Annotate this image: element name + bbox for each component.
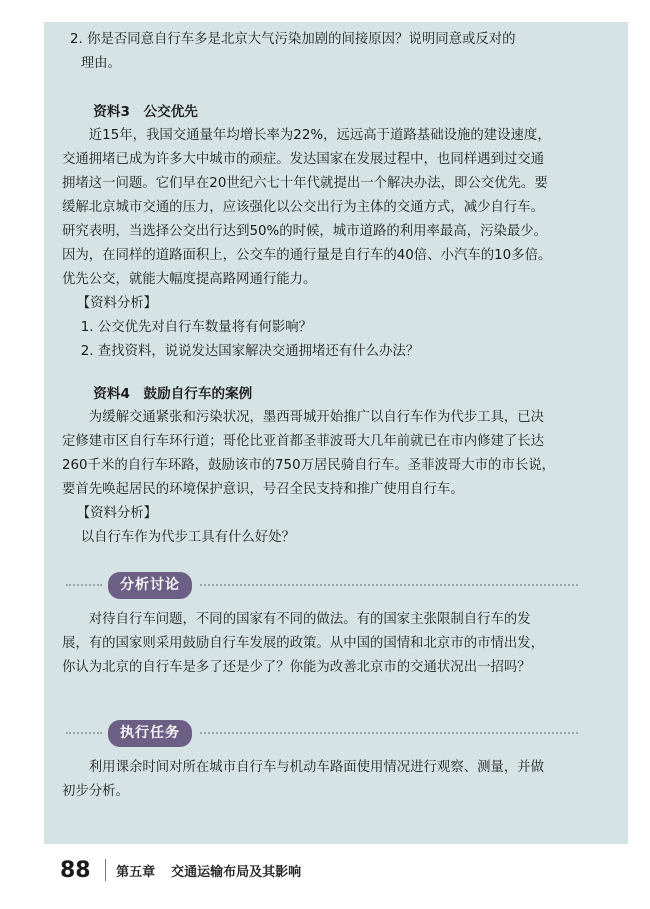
material-3-line: 研究表明，当选择公交出行达到50%的时候，城市道路的利用率最高，污染最少。 [62, 224, 548, 239]
dotted-divider [200, 584, 578, 586]
material-3-line: 优先公交，就能大幅度提高路网通行能力。 [62, 272, 317, 287]
material-3-line: 拥堵这一问题。它们早在20世纪六七十年代就提出一个解决办法，即公交优先。要 [62, 176, 548, 191]
dotted-divider [66, 584, 102, 586]
dotted-divider [200, 732, 578, 734]
material-4-line: 260千米的自行车环路，鼓励该市的750万居民骑自行车。圣菲波哥大市的市长说， [62, 458, 556, 473]
discussion-line: 展，有的国家则采用鼓励自行车发展的政策。从中国的国情和北京市的市情出发， [62, 636, 545, 651]
material-3-line: 近15年，我国交通量年均增长率为22%，远远高于道路基础设施的建设速度， [88, 128, 551, 143]
material-4-line: 定修建市区自行车环行道；哥伦比亚首都圣菲波哥大几年前就已在市内修建了长达 [62, 434, 545, 449]
material-3-question-2: 2. 查找资料，说说发达国家解决交通拥堵还有什么办法？ [80, 344, 420, 359]
discussion-title: 分析讨论 [108, 572, 192, 599]
page-content [62, 28, 582, 804]
material-3-line: 交通拥堵已成为许多大中城市的顽症。发达国家在发展过程中，也同样遇到过交通 [62, 152, 545, 167]
chapter-label: 第五章 [116, 864, 156, 880]
question-2-line-1: 2. 你是否同意自行车多是北京大气污染加剧的间接原因？说明同意或反对的 [70, 32, 516, 47]
material-4-analysis-label: 【资料分析】 [76, 506, 158, 521]
material-3-heading: 资料3 公交优先 [93, 104, 198, 120]
material-3-line: 缓解北京城市交通的压力，应该强化以公交出行为主体的交通方式，减少自行车。 [62, 200, 545, 215]
material-4-line: 为缓解交通紧张和污染状况，墨西哥城开始推广以自行车作为代步工具，已决 [88, 410, 545, 425]
task-line: 初步分析。 [62, 784, 129, 799]
task-section-bar [62, 722, 582, 744]
discussion-section-bar [62, 574, 582, 596]
page-footer [60, 858, 301, 882]
question-2-line-2: 理由。 [80, 56, 121, 71]
dotted-divider [66, 732, 102, 734]
material-4-question: 以自行车作为代步工具有什么好处？ [80, 530, 295, 545]
material-3-question-1: 1. 公交优先对自行车数量将有何影响？ [80, 320, 313, 335]
footer-divider [105, 859, 107, 881]
material-4-line: 要首先唤起居民的环境保护意识，号召全民支持和推广使用自行车。 [62, 482, 464, 497]
material-4-heading: 资料4 鼓励自行车的案例 [93, 386, 253, 402]
task-line: 利用课余时间对所在城市自行车与机动车路面使用情况进行观察、测量，并做 [88, 760, 545, 775]
discussion-line: 你认为北京的自行车是多了还是少了？你能为改善北京市的交通状况出一招吗？ [62, 660, 531, 675]
material-3-line: 因为，在同样的道路面积上，公交车的通行量是自行车的40倍、小汽车的10多倍。 [62, 248, 552, 263]
page-number: 88 [60, 857, 91, 883]
discussion-line: 对待自行车问题，不同的国家有不同的做法。有的国家主张限制自行车的发 [88, 612, 531, 627]
task-title: 执行任务 [108, 720, 192, 747]
chapter-title: 交通运输布局及其影响 [171, 864, 302, 880]
material-3-analysis-label: 【资料分析】 [76, 296, 158, 311]
